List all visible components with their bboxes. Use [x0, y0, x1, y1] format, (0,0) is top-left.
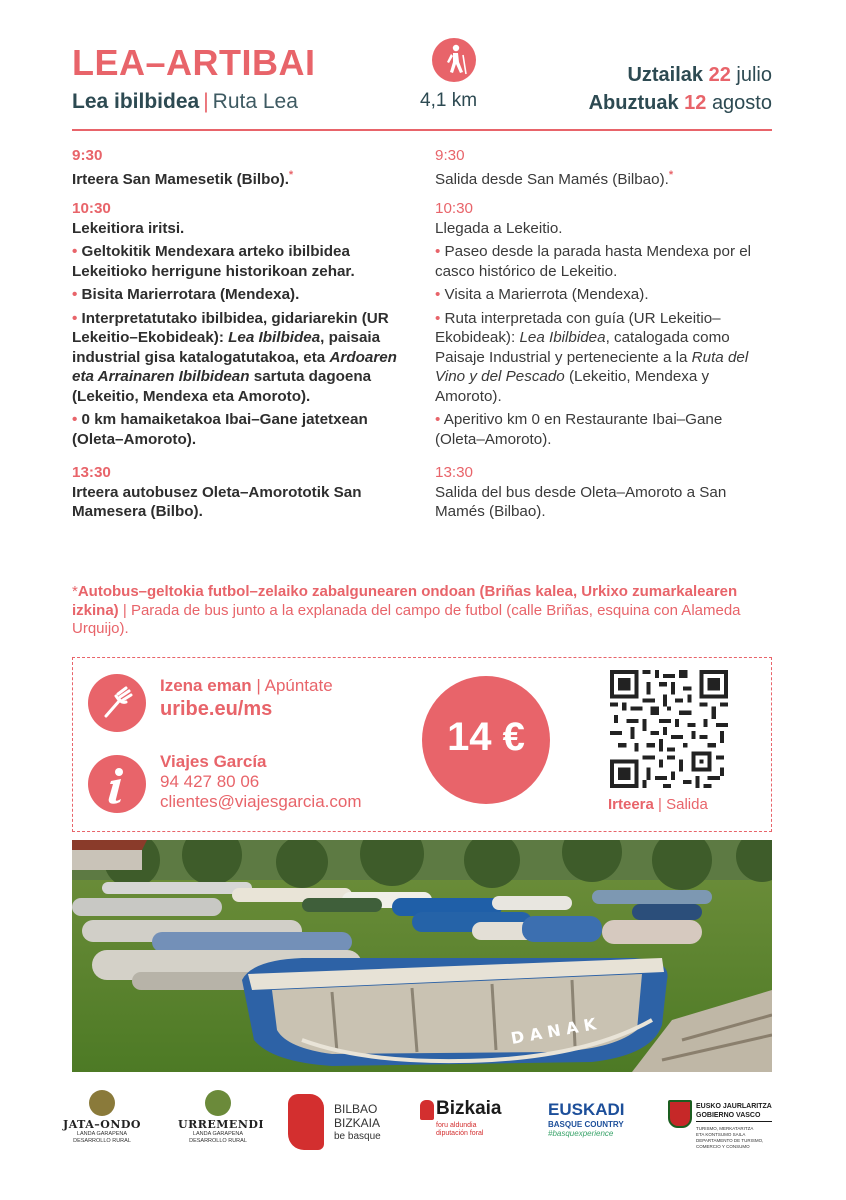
urremendi-emblem-icon: [205, 1090, 231, 1116]
route-distance: 4,1 km: [420, 90, 478, 111]
logo-bilbao-l3: be basque: [334, 1131, 381, 1142]
logo-jata-ondo: [62, 1090, 142, 1160]
list-item: [72, 410, 402, 449]
logo-euskadi-sub1: BASQUE COUNTRY: [548, 1120, 624, 1129]
list-item-text: Geltokitik Mendexara arteko ibilbidea Lekeitioko herrigune historikoan zehar.: [72, 243, 355, 280]
gobierno-vasco-shield-icon: [668, 1100, 692, 1128]
agency-contact: [160, 752, 362, 812]
date-july: [627, 64, 772, 87]
list-item-italic: Ardoaren eta Arrainaren Ibilbidean: [72, 348, 397, 386]
list-item-text: Paseo desde la parada hasta Mendexa por el casco histórico de Lekeitio.: [435, 243, 752, 280]
list-item-text: Bisita Marierrotara (Mendexa).: [81, 286, 300, 304]
boats-photo: [72, 840, 772, 1072]
time-1330: 13:30: [72, 464, 111, 482]
date-august: [589, 92, 772, 115]
logo-bizkaia: [420, 1090, 520, 1160]
list-item: [435, 410, 775, 449]
logo-bizkaia-sub1: foru aldundia: [436, 1122, 477, 1129]
bizkaia-tree-icon: [420, 1100, 434, 1120]
time-1330: 13:30: [435, 464, 474, 482]
list-item-text: , catalogada como Paisaje Industrial y perteneciente a la: [435, 329, 730, 366]
svg-text:D A N A K: D A N A K: [509, 1014, 598, 1048]
list-item: [72, 309, 402, 407]
list-item: [435, 285, 775, 305]
logo-urremendi-name: URREMENDI: [178, 1118, 265, 1131]
date-july-eu: Uztailak: [627, 64, 704, 86]
logo-gov-sub2: ETA KONTSUMO SAILA: [696, 1132, 746, 1137]
list-item-italic: Lea Ibilbidea: [519, 329, 606, 347]
list-item-italic: Lea Ibilbidea: [228, 329, 321, 347]
program-spanish: [435, 146, 775, 532]
date-august-es: agosto: [711, 92, 772, 114]
logo-euskadi-sub2: #basquexperience: [548, 1129, 614, 1138]
time-1030: 10:30: [72, 200, 111, 218]
logo-bilbao-l1: BILBAO: [334, 1102, 378, 1116]
page-title: LEA–ARTIBAI: [72, 42, 316, 83]
step-return: Irteera autobusez Oleta–Amorototik San Mamesera (Bilbo).: [72, 483, 362, 521]
logo-jata-sub2: DESARROLLO RURAL: [73, 1138, 131, 1144]
note-eu: Autobus–geltokia futbol–zelaiko zabalgunearen ondoan (Briñas kalea, Urkixo zumarkalearen izkina): [72, 583, 738, 619]
fork-icon: [88, 674, 146, 732]
subtitle-eu: Lea ibilbidea: [72, 90, 200, 113]
list-item-text: 0 km hamaiketakoa Ibai–Gane jatetxean (Oleta–Amoroto).: [72, 411, 368, 448]
agency-name: Viajes García: [160, 752, 267, 771]
logo-jata-name: JATA–ONDO: [62, 1118, 141, 1131]
logo-gov-sub1: TURISMO, MERKATARITZA: [696, 1126, 754, 1131]
logo-gov-sub4: COMERCIO Y CONSUMO: [696, 1144, 750, 1149]
list-item: [72, 242, 402, 281]
qr-separator: |: [658, 796, 662, 813]
logo-gov-l2: GOBIERNO VASCO: [696, 1112, 761, 1119]
bus-stop-note: [72, 583, 774, 639]
register-label-es: Apúntate: [264, 676, 333, 695]
header-divider: [72, 129, 772, 131]
logo-euskadi: [548, 1090, 642, 1160]
logo-jata-sub1: LANDA GARAPENA: [76, 1131, 128, 1137]
logo-bilbao-bizkaia: [288, 1090, 388, 1160]
logo-gobierno-vasco: [668, 1090, 778, 1160]
step-arrival: Llegada a Lekeitio.: [435, 219, 563, 237]
logo-urremendi-sub2: DESARROLLO RURAL: [189, 1138, 247, 1144]
logo-bizkaia-sub2: diputación foral: [436, 1130, 484, 1137]
list-item-text: Ruta interpretada con guía (UR Lekeitio–Ekobideak):: [435, 309, 721, 347]
info-icon: [88, 755, 146, 813]
date-august-eu: Abuztuak: [588, 92, 679, 114]
time-1030: 10:30: [435, 200, 474, 218]
agency-phone[interactable]: 94 427 80 06: [160, 772, 260, 791]
hiker-icon: [432, 38, 476, 82]
qr-label-es: Salida: [666, 796, 708, 813]
price-label: 14 €: [447, 715, 525, 759]
list-item-text: , paisaia industrial gisa katalogatutakoa, eta: [72, 329, 381, 366]
time-930: 9:30: [435, 147, 465, 164]
program-basque: [72, 146, 402, 532]
route-subtitle: [72, 90, 298, 114]
logo-euskadi-name: EUSKADI: [548, 1100, 625, 1119]
logo-bizkaia-name: Bizkaia: [436, 1098, 502, 1119]
step-departure: Irteera San Mamesetik (Bilbo).: [72, 170, 289, 188]
qr-caption: [608, 796, 708, 813]
qr-code[interactable]: [610, 670, 728, 788]
list-item-text: Interpretatutako ibilbidea, gidariarekin (UR Lekeitio–Ekobideak):: [72, 309, 389, 347]
date-july-es: julio: [736, 64, 772, 86]
list-item-italic: Ruta del Vino y del Pescado: [435, 348, 749, 386]
list-item-text: (Lekeitio, Mendexa y Amoroto).: [435, 368, 710, 405]
agency-email[interactable]: clientes@viajesgarcia.com: [160, 792, 362, 811]
logo-urremendi-sub1: LANDA GARAPENA: [192, 1131, 244, 1137]
register-separator: |: [256, 676, 261, 695]
logo-bilbao-l2: BIZKAIA: [334, 1116, 381, 1130]
list-item: [72, 285, 402, 305]
logo-gov-sub3: DEPARTAMENTO DE TURISMO,: [696, 1138, 764, 1143]
bilbao-bizkaia-shape-icon: [288, 1094, 324, 1150]
list-item-text: sartuta dagoena (Lekeitio, Mendexa eta Amoroto).: [72, 368, 372, 405]
subtitle-separator: |: [203, 90, 209, 113]
step-return: Salida del bus desde Oleta–Amoroto a San Mamés (Bilbao).: [435, 483, 727, 521]
time-930: 9:30: [72, 147, 103, 164]
logo-gov-l1: EUSKO JAURLARITZA: [696, 1103, 772, 1110]
list-item-text: Visita a Marierrota (Mendexa).: [444, 286, 649, 304]
step-departure: Salida desde San Mamés (Bilbao).: [435, 170, 669, 188]
note-es: Parada de bus junto a la explanada del campo de futbol (calle Briñas, esquina con Alameda Urquijo).: [72, 601, 741, 637]
date-august-day: 12: [684, 92, 707, 114]
note-separator: |: [122, 601, 127, 619]
subtitle-es: Ruta Lea: [212, 90, 298, 113]
jata-ondo-emblem-icon: [89, 1090, 115, 1116]
logo-urremendi: [178, 1090, 265, 1160]
date-july-day: 22: [708, 64, 731, 86]
step-arrival: Lekeitiora iritsi.: [72, 219, 185, 237]
asterisk: *: [668, 168, 674, 181]
asterisk: *: [72, 583, 78, 600]
list-item: [435, 309, 775, 407]
list-item-text: Aperitivo km 0 en Restaurante Ibai–Gane (Oleta–Amoroto).: [435, 411, 723, 448]
registration-block: [160, 676, 333, 719]
qr-label-eu: Irteera: [608, 796, 654, 813]
registration-url[interactable]: uribe.eu/ms: [160, 698, 273, 720]
register-label-eu: Izena eman: [160, 676, 252, 695]
asterisk: *: [288, 168, 294, 181]
list-item: [435, 242, 775, 281]
